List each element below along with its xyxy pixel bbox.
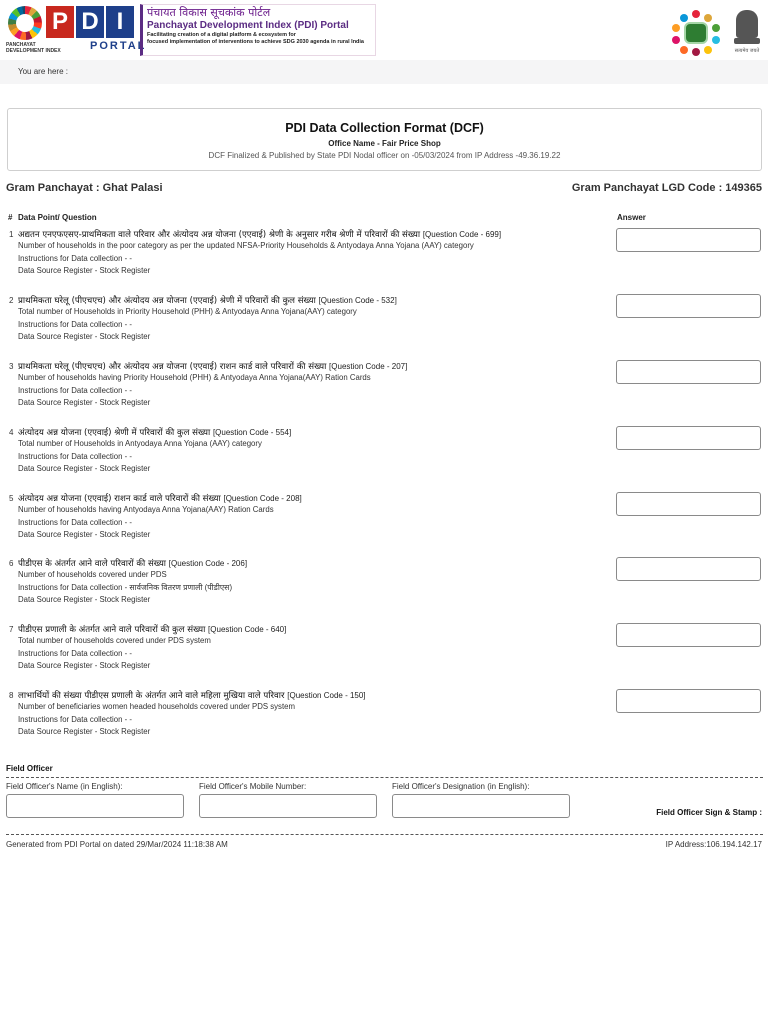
question-hindi-text [18, 228, 608, 240]
question-hindi-text [18, 623, 608, 635]
question-number: 2 [9, 296, 14, 305]
question-data-source: Data Source Register - Stock Register [18, 530, 151, 539]
question-number: 7 [9, 625, 14, 634]
question-row [0, 557, 768, 619]
answer-input[interactable] [616, 689, 761, 713]
question-english-text: Number of beneficiaries women headed households covered under PDS system [18, 702, 295, 711]
question-data-source: Data Source Register - Stock Register [18, 464, 151, 473]
question-hindi-text [18, 689, 608, 701]
question-data-source: Data Source Register - Stock Register [18, 332, 151, 341]
answer-input[interactable] [616, 623, 761, 647]
divider [6, 834, 763, 835]
field-officer-mobile-label: Field Officer's Mobile Number: [199, 782, 307, 791]
question-hindi: अद्यतन एनएफएसए-प्राथमिकता वाले परिवार और अंत्योदय अन्न योजना (एएवाई) श्रेणी के अनुसार गरीब श्रेणी में परिवारों की संख्या [18, 230, 421, 240]
question-hindi: अंत्योदय अन्न योजना (एएवाई) राशन कार्ड वाले परिवारों की संख्या [18, 494, 221, 504]
column-header-answer: Answer [617, 213, 646, 222]
question-english-text: Number of households covered under PDS [18, 570, 167, 579]
question-code: [Question Code - 640] [208, 625, 287, 634]
question-data-source: Data Source Register - Stock Register [18, 727, 151, 736]
question-instructions: Instructions for Data collection - - [18, 385, 132, 395]
question-english-text: Number of households having Priority Household (PHH) & Antyodaya Anna Yojana(AAY) Ration Cards [18, 373, 371, 382]
question-number: 1 [9, 230, 14, 239]
question-instructions: Instructions for Data collection - सार्वजनिक वितरण प्रणाली (पीडीएस) [18, 582, 233, 592]
answer-input[interactable] [616, 426, 761, 450]
logo-letter-p: P [46, 6, 74, 38]
question-data-source: Data Source Register - Stock Register [18, 266, 151, 275]
question-row [0, 426, 768, 488]
portal-tagline-1: Facilitating creation of a digital platform & ecosystem for [147, 32, 296, 38]
question-hindi: प्राथमिकता घरेलू (पीएचएच) और अंत्योदय अन्न योजना (एएवाई) राशन कार्ड वाले परिवारों की संख्या [18, 362, 327, 372]
question-code: [Question Code - 699] [422, 230, 502, 239]
question-english-text: Number of households having Antyodaya Anna Yojana(AAY) Ration Cards [18, 505, 274, 514]
question-code: [Question Code - 206] [168, 559, 248, 568]
question-hindi: अंत्योदय अन्न योजना (एएवाई) श्रेणी में परिवारों की कुल संख्या [18, 428, 211, 438]
question-hindi-text [18, 360, 608, 372]
question-row [0, 294, 768, 356]
column-header-data-point: Data Point/ Question [18, 213, 97, 222]
question-data-source: Data Source Register - Stock Register [18, 398, 151, 407]
question-code: [Question Code - 150] [287, 691, 366, 700]
office-name: Office Name - Fair Price Shop [328, 139, 441, 148]
divider [6, 777, 763, 778]
field-officer-designation-input[interactable] [392, 794, 570, 818]
logo-letter-i: I [106, 6, 134, 38]
question-number: 4 [9, 428, 14, 437]
generated-timestamp: Generated from PDI Portal on dated 29/Mar/2024 11:18:38 AM [6, 840, 228, 849]
question-data-source: Data Source Register - Stock Register [18, 595, 151, 604]
field-officer-heading: Field Officer [6, 764, 53, 773]
answer-input[interactable] [616, 492, 761, 516]
logo-sdg-caption: PANCHAYAT DEVELOPMENT INDEX [6, 42, 61, 54]
breadcrumb: You are here : [18, 67, 68, 76]
question-number: 5 [9, 494, 14, 503]
question-hindi: प्राथमिकता घरेलू (पीएचएच) और अंत्योदय अन्न योजना (एएवाई) श्रेणी में परिवारों की कुल संख्या [18, 296, 316, 306]
answer-input[interactable] [616, 360, 761, 384]
page-title: PDI Data Collection Format (DCF) [285, 121, 484, 135]
question-english-text: Total number of households covered under PDS system [18, 636, 211, 645]
sdg-wheel-icon [672, 10, 720, 56]
question-hindi: पीडीएस प्रणाली के अंतर्गत आने वाले परिवारों की कुल संख्या [18, 625, 206, 635]
breadcrumb-bar [0, 60, 768, 84]
question-hindi: पीडीएस के अंतर्गत आने वाले परिवारों की संख्या [18, 559, 167, 569]
question-row [0, 689, 768, 751]
question-hindi-text [18, 492, 608, 504]
portal-title-box [140, 4, 376, 56]
question-hindi: लाभार्थियों की संख्या पीडीएस प्रणाली के अंतर्गत आने वाले महिला मुखिया वाले परिवार [18, 691, 285, 701]
logo-letter-d: D [76, 6, 104, 38]
question-instructions: Instructions for Data collection - - [18, 517, 132, 527]
national-emblem-icon [730, 8, 764, 58]
sdg-logo-icon [8, 6, 42, 40]
question-english-text: Number of households in the poor category as per the updated NFSA-Priority Households & Antyodaya Anna Yojana (AAY) category [18, 241, 474, 250]
question-hindi-text [18, 294, 608, 306]
field-officer-name-label: Field Officer's Name (in English): [6, 782, 123, 791]
question-row [0, 360, 768, 422]
question-code: [Question Code - 554] [212, 428, 292, 437]
dcf-info-box [7, 108, 762, 171]
gram-panchayat-name: Gram Panchayat : Ghat Palasi [6, 182, 163, 194]
question-data-source: Data Source Register - Stock Register [18, 661, 151, 670]
logo-portal-text: PORTAL [90, 40, 147, 52]
field-officer-sign-label: Field Officer Sign & Stamp : [656, 808, 762, 817]
field-officer-designation-label: Field Officer's Designation (in English): [392, 782, 530, 791]
question-row [0, 228, 768, 290]
question-number: 8 [9, 691, 14, 700]
question-english-text: Total number of Households in Antyodaya Anna Yojana (AAY) category [18, 439, 262, 448]
footer-ip-address: IP Address:106.194.142.17 [665, 840, 762, 849]
question-number: 6 [9, 559, 14, 568]
question-code: [Question Code - 532] [318, 296, 397, 305]
question-row [0, 623, 768, 685]
pdi-portal-logo[interactable] [6, 4, 370, 52]
question-instructions: Instructions for Data collection - - [18, 253, 132, 263]
question-instructions: Instructions for Data collection - - [18, 714, 132, 724]
question-hindi-text [18, 426, 608, 438]
field-officer-name-input[interactable] [6, 794, 184, 818]
pdi-letters [46, 6, 134, 38]
dcf-finalized-note: DCF Finalized & Published by State PDI Nodal officer on -05/03/2024 from IP Address -49.36.19.22 [208, 151, 561, 160]
question-instructions: Instructions for Data collection - - [18, 451, 132, 461]
portal-english-title: Panchayat Development Index (PDI) Portal [147, 20, 349, 31]
portal-hindi-title: पंचायत विकास सूचकांक पोर्टल [147, 6, 271, 19]
gram-panchayat-lgd-code: Gram Panchayat LGD Code : 149365 [571, 182, 762, 194]
answer-input[interactable] [616, 228, 761, 252]
question-number: 3 [9, 362, 14, 371]
page-header [0, 0, 768, 60]
portal-tagline-2: focused implementation of interventions to achieve SDG 2030 agenda in rural India [147, 39, 364, 45]
question-english-text: Total number of Households in Priority Household (PHH) & Antyodaya Anna Yojana(AAY) category [18, 307, 357, 316]
question-code: [Question Code - 208] [223, 494, 302, 503]
question-instructions: Instructions for Data collection - - [18, 648, 132, 658]
question-code: [Question Code - 207] [329, 362, 408, 371]
field-officer-mobile-input[interactable] [199, 794, 377, 818]
column-header-number: # [8, 213, 13, 222]
emblem-motto: सत्यमेव जयते [734, 48, 760, 54]
question-hindi-text [18, 557, 608, 569]
question-row [0, 492, 768, 554]
question-instructions: Instructions for Data collection - - [18, 319, 132, 329]
answer-input[interactable] [616, 557, 761, 581]
answer-input[interactable] [616, 294, 761, 318]
